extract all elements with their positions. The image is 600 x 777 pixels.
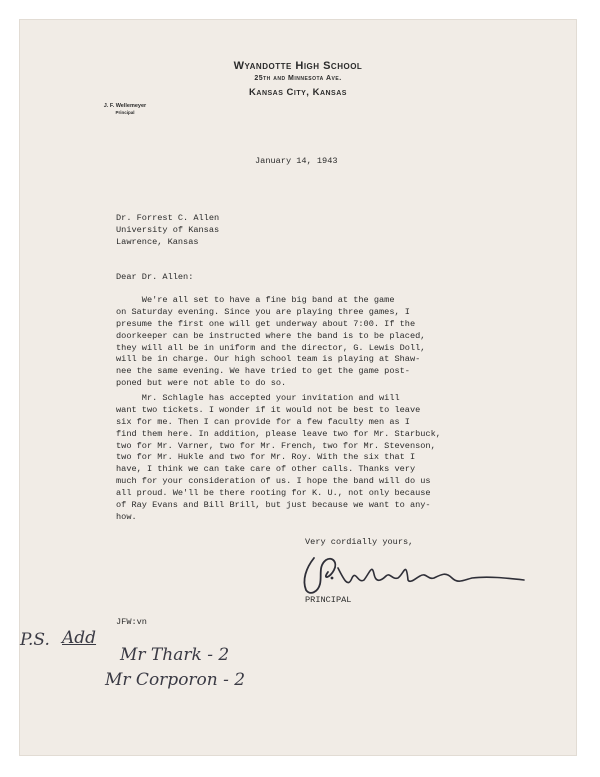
paragraph-line: two for Mr. Hukle and two for Mr. Roy. With the six that I xyxy=(116,452,416,463)
address-line: Lawrence, Kansas xyxy=(116,237,199,247)
paragraph-line: six for me. Then I can provide for a few faculty men as I xyxy=(116,416,410,427)
letter-sheet xyxy=(20,20,576,755)
postscript-line: Mr Corporon - 2 xyxy=(105,670,246,690)
paragraph-line: doorkeeper can be instructed where the band is to be placed, xyxy=(116,330,426,341)
postscript-add: Add xyxy=(62,628,97,648)
paragraph-line: will be in charge. Our high school team is playing at Shaw- xyxy=(116,354,421,365)
paragraph-1 xyxy=(116,295,496,390)
paragraph-line: Mr. Schlagle has accepted your invitation and will xyxy=(116,393,400,403)
address-line: Dr. Forrest C. Allen xyxy=(116,213,220,223)
typist-initials: JFW:vn xyxy=(116,617,147,627)
paragraph-2 xyxy=(116,393,496,524)
principal-title: Principal xyxy=(115,110,135,115)
closing: Very cordially yours, xyxy=(305,537,414,547)
paragraph-line: presume the first one will get underway about 7:00. If the xyxy=(116,318,416,329)
paragraph-line: all proud. We'll be there rooting for K. U., not only because xyxy=(116,488,431,499)
postscript-line: Mr Thark - 2 xyxy=(120,645,230,665)
address-line: University of Kansas xyxy=(116,225,220,235)
paragraph-line: how. xyxy=(116,511,137,522)
letter-date: January 14, 1943 xyxy=(255,156,338,166)
paragraph-line: of Ray Evans and Bill Brill, but just because we want to any- xyxy=(116,500,431,511)
paragraph-line: two for Mr. Varner, two for Mr. French, two for Mr. Stevenson, xyxy=(116,440,436,451)
paragraph-line: find them here. In addition, please leave two for Mr. Starbuck, xyxy=(116,428,441,439)
paragraph-line: poned but were not able to do so. xyxy=(116,378,287,389)
school-city: Kansas City, Kansas xyxy=(249,87,347,98)
salutation: Dear Dr. Allen: xyxy=(116,272,194,282)
principal-name: J. F. Wellemeyer xyxy=(103,103,147,109)
paragraph-line: have, I think we can take care of other calls. Thanks very xyxy=(116,464,416,475)
paragraph-line: nee the same evening. We have tried to get the game post- xyxy=(116,366,410,377)
paragraph-line: much for your consideration of us. I hope the band will do us xyxy=(116,476,431,487)
school-street: 25th and Minnesota Ave. xyxy=(254,75,342,82)
paragraph-line: We're all set to have a fine big band at the game xyxy=(116,295,395,305)
paragraph-line: on Saturday evening. Since you are playing three games, I xyxy=(116,306,410,317)
paragraph-line: they will all be in uniform and the director, G. Lewis Doll, xyxy=(116,342,426,353)
school-name: Wyandotte High School xyxy=(233,60,363,72)
paragraph-line: want two tickets. I wonder if it would not be best to leave xyxy=(116,404,421,415)
postscript-label: P.S. xyxy=(20,630,50,650)
signature-title: PRINCIPAL xyxy=(305,595,352,605)
